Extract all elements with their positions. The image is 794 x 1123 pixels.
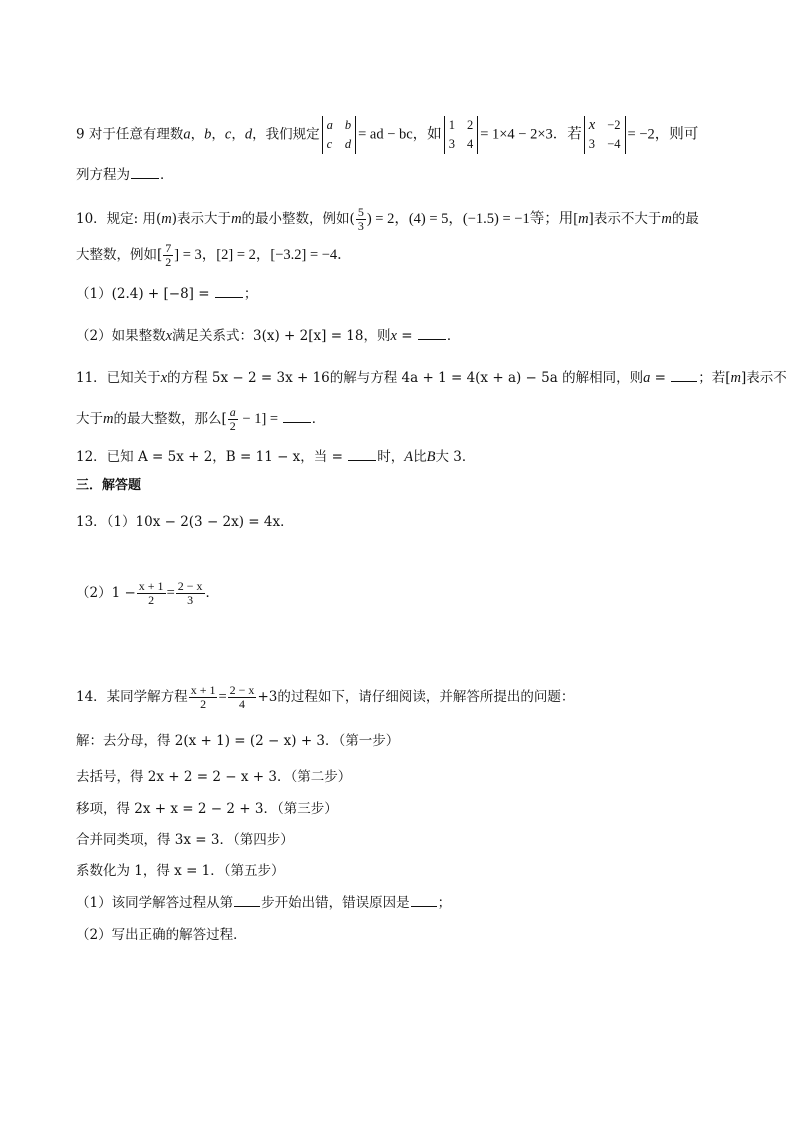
q14-step1: 解：去分母，得 2(x + 1) = (2 − x) + 3．（第一步） [76,733,400,749]
q11-text-d: ；若[ [698,370,731,386]
var-c: c [224,126,232,143]
q11-line1 [76,369,787,387]
var-x: x [165,328,173,344]
equals-sign: = [218,689,227,705]
var-m: m [103,411,114,427]
q11-text-b: 的方程 5x − 2 = 3x + 16的解与方程 4a + 1 = 4(x + a) − 5a 的解相同，则 [167,370,644,386]
var-m: m [231,211,242,227]
determinant-definition: a b c d [322,116,357,154]
q10-line2 [76,240,352,270]
condition-rhs: = −2，则可 [627,126,699,143]
q10-sub2 [76,327,460,345]
example-rhs: = 1×4 − 2×3．若 [480,126,582,143]
q10-text-c: 的最小整数，例如( [241,211,355,227]
equals-sign: = [166,585,175,601]
q12-text-e: 大 3． [435,449,476,465]
q13-sub2-text: （2）1 − [76,585,136,601]
q14-sub1-text-b: 步开始出错，错误原因是 [261,895,410,911]
q14-step3: 移项，得 2x + x = 2 − 2 + 3．（第三步） [76,801,338,817]
q14-text-b: +3的过程如下，请仔细阅读，并解答所提出的问题： [257,689,575,705]
q12-text-d: 比 [413,449,427,465]
q11-text-f: 大于 [76,411,103,427]
q10-text-d: ) = 2，(4) = 5，(−1.5) = −1等；用[ [366,211,579,227]
section-heading: 三．解答题 [76,478,142,493]
q9-text: 9 对于任意有理数 [76,126,184,143]
q9-text-3: 列方程为 [76,167,130,183]
var-b: b [204,126,212,143]
var-x: x [390,328,397,344]
q10-text-g: 大整数，例如[ [76,247,163,263]
q12-eq: = [327,449,348,465]
q12-text-c: 时， [377,449,405,465]
fraction-x1-2: $\frac{x + 1}{2}$ [138,579,164,607]
q9-text-2: ，我们规定 [252,126,320,143]
var-x: x [160,370,168,386]
q10-sub2-text: （2）如果整数 [76,328,166,344]
var-m: m [578,211,589,227]
q14-line1 [76,680,574,714]
q9-end: ． [160,167,174,183]
q10-line1 [76,204,699,234]
answer-blank[interactable] [418,327,446,340]
q14-text-a: 14．某同学解方程 [76,689,188,705]
q11-eq: = [650,370,671,386]
var-m: m [730,370,742,386]
q10-sub1-text: （1）(2.4) + [−8] = [76,286,214,302]
answer-blank[interactable] [671,369,697,382]
q11-text-e: ]表示不 [741,370,787,386]
var-m: m [661,211,672,227]
q12-text-a: 12．已知 A = 5x + 2，B = 11 − x，当 [76,449,328,465]
q9-line2 [76,166,174,184]
q10-text-b: )表示大于 [171,211,232,227]
q10-text-e: ]表示不大于 [588,211,662,227]
q14-sub1-end: ； [437,895,452,911]
determinant-condition: x −2 3 −4 [584,116,626,154]
q10-text-a: 10．规定: 用( [76,211,162,227]
var-a: a [183,126,191,143]
q14-step2: 去括号，得 2x + 2 = 2 − x + 3．（第二步） [76,769,352,785]
q10-sub2-text-b: 满足关系式：3(x) + 2[x] = 18，则 [172,328,391,344]
fraction-2x-4: $\frac{2 - x}{4}$ [229,683,255,711]
q14-sub1-text: （1）该同学解答过程从第 [76,895,234,911]
fraction-x1-2: $\frac{x + 1}{2}$ [190,683,216,711]
q10-text-f: 的最 [671,211,699,227]
q10-sub1-end: ； [243,286,258,302]
var-a: a [643,370,651,386]
definition-rhs: = ad − bc，如 [358,126,442,143]
q14-step5: 系数化为 1，得 x = 1．（第五步） [76,863,285,879]
answer-blank[interactable] [131,166,159,179]
var-m: m [161,211,172,227]
q10-text-h: ] = 3，[2] = 2，[−3.2] = −4． [174,247,352,263]
answer-blank[interactable] [411,894,437,907]
fraction-a-2: $\frac{a}{2}$ [229,405,236,433]
var-B: B [426,449,436,465]
q13-end: ． [205,585,220,601]
q11-line2 [76,404,325,434]
q11-text-a: 11．已知关于 [76,370,161,386]
q9-line1: 9 对于任意有理数a，b，c，d，我们规定 a b c d = ad − bc，如 1 2 3 4 = 1×4 − 2×3．若 x −2 3 −4 = −2，则可 [76,116,698,154]
fraction-2x-3: $\frac{2 - x}{3}$ [177,579,203,607]
var-A: A [404,449,414,465]
q13-sub2 [76,576,219,610]
q10-sub1 [76,285,257,303]
fraction-5-3: $\frac{5}{3}$ [357,205,364,233]
q14-step4: 合并同类项，得 3x = 3．（第四步） [76,832,294,848]
q10-sub2-eq: = [396,328,417,344]
q11-text-h: − 1] = [238,411,282,427]
var-d: d [244,126,253,143]
determinant-example: 1 2 3 4 [444,116,479,154]
q14-sub1 [76,894,451,912]
q13-sub1: 13．（1）10x − 2(3 − 2x) = 4x． [76,514,294,530]
q11-text-g: 的最大整数，那么[ [113,411,227,427]
answer-blank[interactable] [215,285,243,298]
answer-blank[interactable] [348,448,376,461]
q12-line [76,448,475,466]
answer-blank[interactable] [283,410,311,423]
answer-blank[interactable] [234,894,260,907]
fraction-7-2: $\frac{7}{2}$ [165,241,172,269]
q10-sub2-end: ． [446,328,461,344]
q14-sub2: （2）写出正确的解答过程． [76,927,247,943]
q11-end: ． [311,411,326,427]
